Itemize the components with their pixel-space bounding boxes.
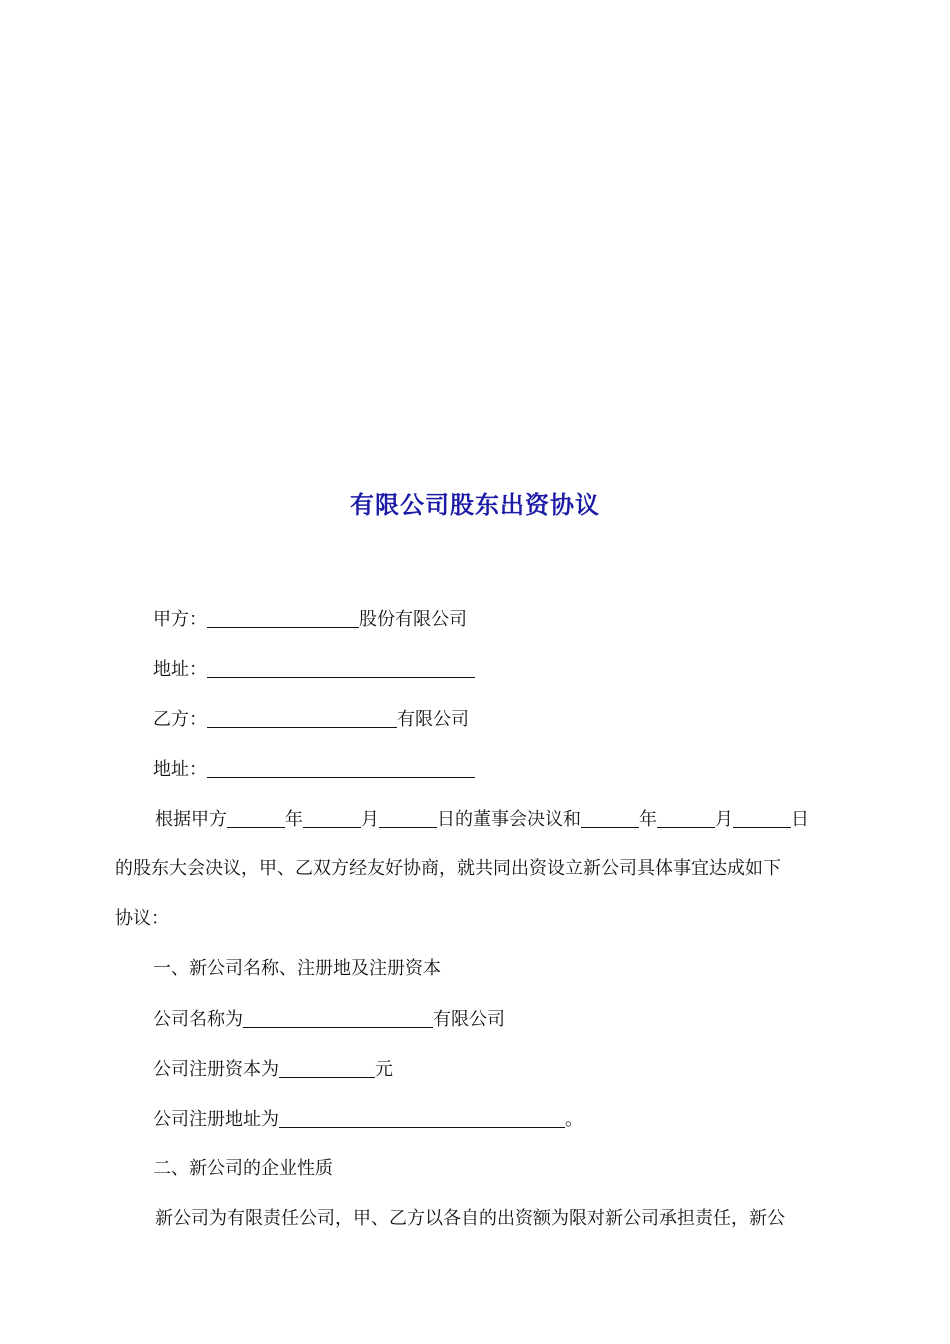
preamble-line-2: 的股东大会决议，甲、乙双方经友好协商，就共同出资设立新公司具体事宜达成如下 bbox=[115, 858, 781, 879]
party-a-address-blank bbox=[207, 657, 475, 678]
section-2-text bbox=[115, 1207, 837, 1231]
registered-address-suffix: 。 bbox=[565, 1109, 583, 1130]
party-b-label: 乙方： bbox=[153, 709, 207, 730]
day-blank bbox=[733, 807, 791, 828]
party-b-line bbox=[153, 707, 469, 732]
party-b-address-blank bbox=[207, 757, 475, 778]
month-label: 月 bbox=[715, 809, 733, 830]
year-blank bbox=[581, 807, 639, 828]
party-b-address-line bbox=[153, 757, 475, 782]
party-a-suffix: 股份有限公司 bbox=[359, 609, 467, 630]
party-a-label: 甲方： bbox=[153, 609, 207, 630]
month-blank bbox=[657, 807, 715, 828]
company-name-line bbox=[153, 1007, 505, 1032]
party-b-suffix: 有限公司 bbox=[397, 709, 469, 730]
year-blank bbox=[227, 807, 285, 828]
address-label: 地址： bbox=[153, 659, 207, 680]
capital-line bbox=[153, 1057, 393, 1082]
party-b-name-blank bbox=[207, 707, 397, 728]
preamble-line-3: 协议： bbox=[115, 908, 169, 929]
year-label: 年 bbox=[639, 809, 657, 830]
company-name-label: 公司名称为 bbox=[153, 1009, 243, 1030]
section-2-paragraph: 新公司为有限责任公司，甲、乙方以各自的出资额为限对新公司承担责任，新公 bbox=[155, 1208, 785, 1229]
party-a-line bbox=[153, 607, 467, 632]
section-1-heading: 一、新公司名称、注册地及注册资本 bbox=[153, 958, 441, 979]
capital-suffix: 元 bbox=[375, 1059, 393, 1080]
party-a-address-line bbox=[153, 657, 475, 682]
month-label: 月 bbox=[361, 809, 379, 830]
company-name-blank bbox=[243, 1007, 433, 1028]
registered-address-line bbox=[153, 1107, 583, 1132]
day-label: 日 bbox=[791, 809, 809, 830]
preamble-line-1 bbox=[115, 807, 837, 832]
address-label: 地址： bbox=[153, 759, 207, 780]
capital-label: 公司注册资本为 bbox=[153, 1059, 279, 1080]
company-name-suffix: 有限公司 bbox=[433, 1009, 505, 1030]
month-blank bbox=[303, 807, 361, 828]
party-a-name-blank bbox=[207, 607, 359, 628]
registered-address-label: 公司注册地址为 bbox=[153, 1109, 279, 1130]
capital-blank bbox=[279, 1057, 375, 1078]
day-blank bbox=[379, 807, 437, 828]
registered-address-blank bbox=[279, 1107, 565, 1128]
year-label: 年 bbox=[285, 809, 303, 830]
document-title: 有限公司股东出资协议 bbox=[350, 490, 600, 519]
day-label: 日的董事会决议和 bbox=[437, 809, 581, 830]
section-2-heading: 二、新公司的企业性质 bbox=[153, 1158, 333, 1179]
preamble-text: 根据甲方 bbox=[155, 809, 227, 830]
